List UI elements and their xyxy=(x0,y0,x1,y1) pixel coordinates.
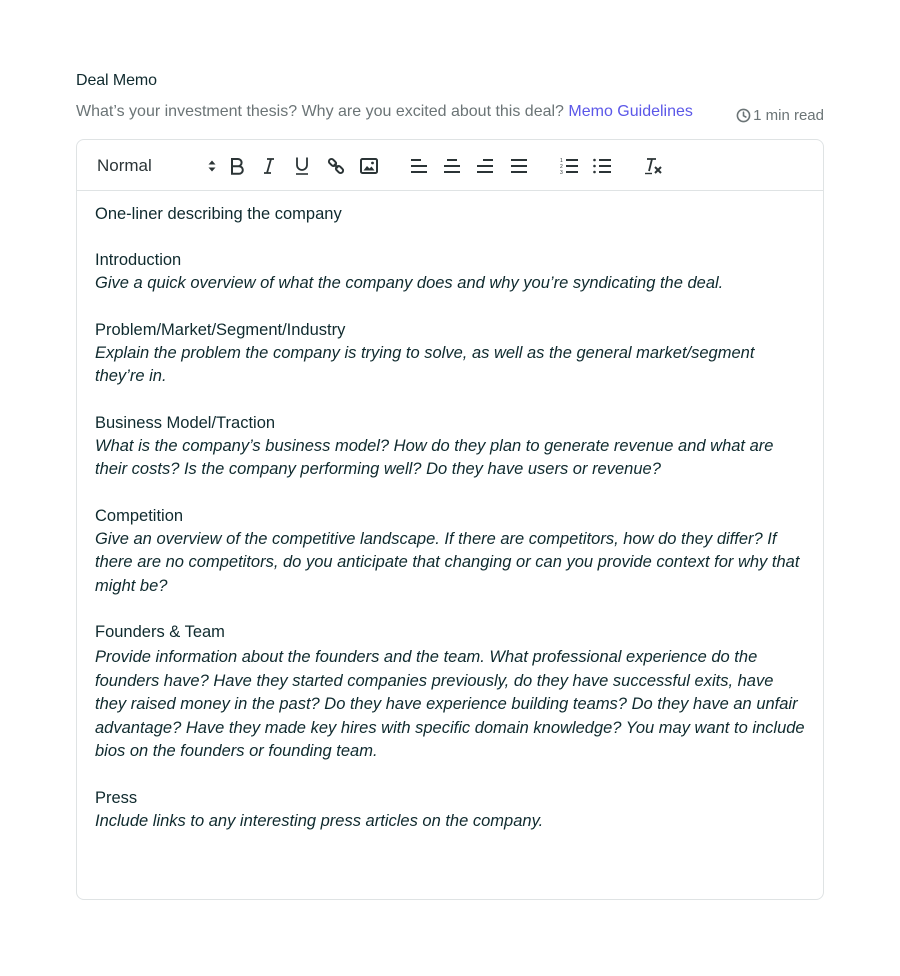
section-body-problem: Explain the problem the company is trying to solve, as well as the general market/segment they’re in. xyxy=(95,343,755,385)
bold-icon xyxy=(229,157,245,175)
section-heading-introduction: Introduction xyxy=(95,251,182,269)
section-heading-business-model: Business Model/Traction xyxy=(95,413,276,432)
section-body-competition: Give an overview of the competitive landscape. If there are competitors, how do they differ? If there are no competitors, do you anticipate that changing or can you provide context for why that might be? xyxy=(95,529,800,595)
read-time xyxy=(736,107,824,124)
italic-button[interactable] xyxy=(258,155,280,177)
align-center-button[interactable] xyxy=(441,155,463,177)
section-heading-press: Press xyxy=(95,788,138,807)
text-format-select[interactable] xyxy=(97,154,197,178)
section-body-introduction: Give a quick overview of what the company does and why you’re syndicating the deal. xyxy=(95,274,724,292)
editor-toolbar xyxy=(77,140,823,191)
clear-formatting-icon xyxy=(644,156,664,176)
section-heading-founders: Founders & Team xyxy=(95,623,225,641)
one-liner-text: One-liner describing the company xyxy=(95,205,342,223)
ordered-list-button[interactable] xyxy=(558,155,580,177)
underline-button[interactable] xyxy=(291,155,313,177)
align-left-button[interactable] xyxy=(408,155,430,177)
align-right-button[interactable] xyxy=(474,155,496,177)
link-button[interactable] xyxy=(325,155,347,177)
clock-icon xyxy=(736,108,751,123)
help-row xyxy=(76,103,824,127)
bold-button[interactable] xyxy=(226,155,248,177)
align-right-icon xyxy=(476,158,494,174)
clear-formatting-button[interactable] xyxy=(643,155,665,177)
field-title: Deal Memo xyxy=(76,72,157,89)
ordered-list-icon xyxy=(559,157,579,175)
section-heading-competition: Competition xyxy=(95,506,184,525)
section-body-business-model: What is the company’s business model? How do they plan to generate revenue and what are their costs? Is the company performing well? Do they have users or revenue? xyxy=(95,436,774,478)
align-justify-icon xyxy=(510,158,528,174)
italic-icon xyxy=(261,157,277,175)
svg-text:3: 3 xyxy=(560,170,563,175)
bullet-list-button[interactable] xyxy=(591,155,613,177)
section-body-press: Include links to any interesting press articles on the company. xyxy=(95,811,544,830)
read-time-label: 1 min read xyxy=(753,107,824,124)
image-button[interactable] xyxy=(358,155,380,177)
link-icon xyxy=(327,157,345,175)
svg-text:2: 2 xyxy=(560,164,563,170)
memo-guidelines-link[interactable]: Memo Guidelines xyxy=(568,103,693,120)
up-down-arrows-icon xyxy=(207,158,217,179)
svg-text:1: 1 xyxy=(560,158,563,164)
editor-content[interactable] xyxy=(95,202,807,833)
help-text xyxy=(76,103,693,121)
image-icon xyxy=(360,158,378,174)
bullet-list-icon xyxy=(592,157,612,175)
align-justify-button[interactable] xyxy=(508,155,530,177)
rich-text-editor xyxy=(76,139,824,900)
align-center-icon xyxy=(443,158,461,174)
section-body-founders: Provide information about the founders and the team. What professional experience do the founders have? Have they started companies previously, do they have successful exits, have they raised money in the past? Do they have experience building teams? Do they have an unfair advantage? Have they made key hires with specific domain knowledge? You may want to include bios on the founders or founding team. xyxy=(95,648,805,760)
section-heading-problem: Problem/Market/Segment/Industry xyxy=(95,320,346,339)
text-format-value: Normal xyxy=(97,156,152,175)
help-text-body: What’s your investment thesis? Why are you excited about this deal? xyxy=(76,103,569,120)
align-left-icon xyxy=(410,158,428,174)
underline-icon xyxy=(294,156,310,176)
